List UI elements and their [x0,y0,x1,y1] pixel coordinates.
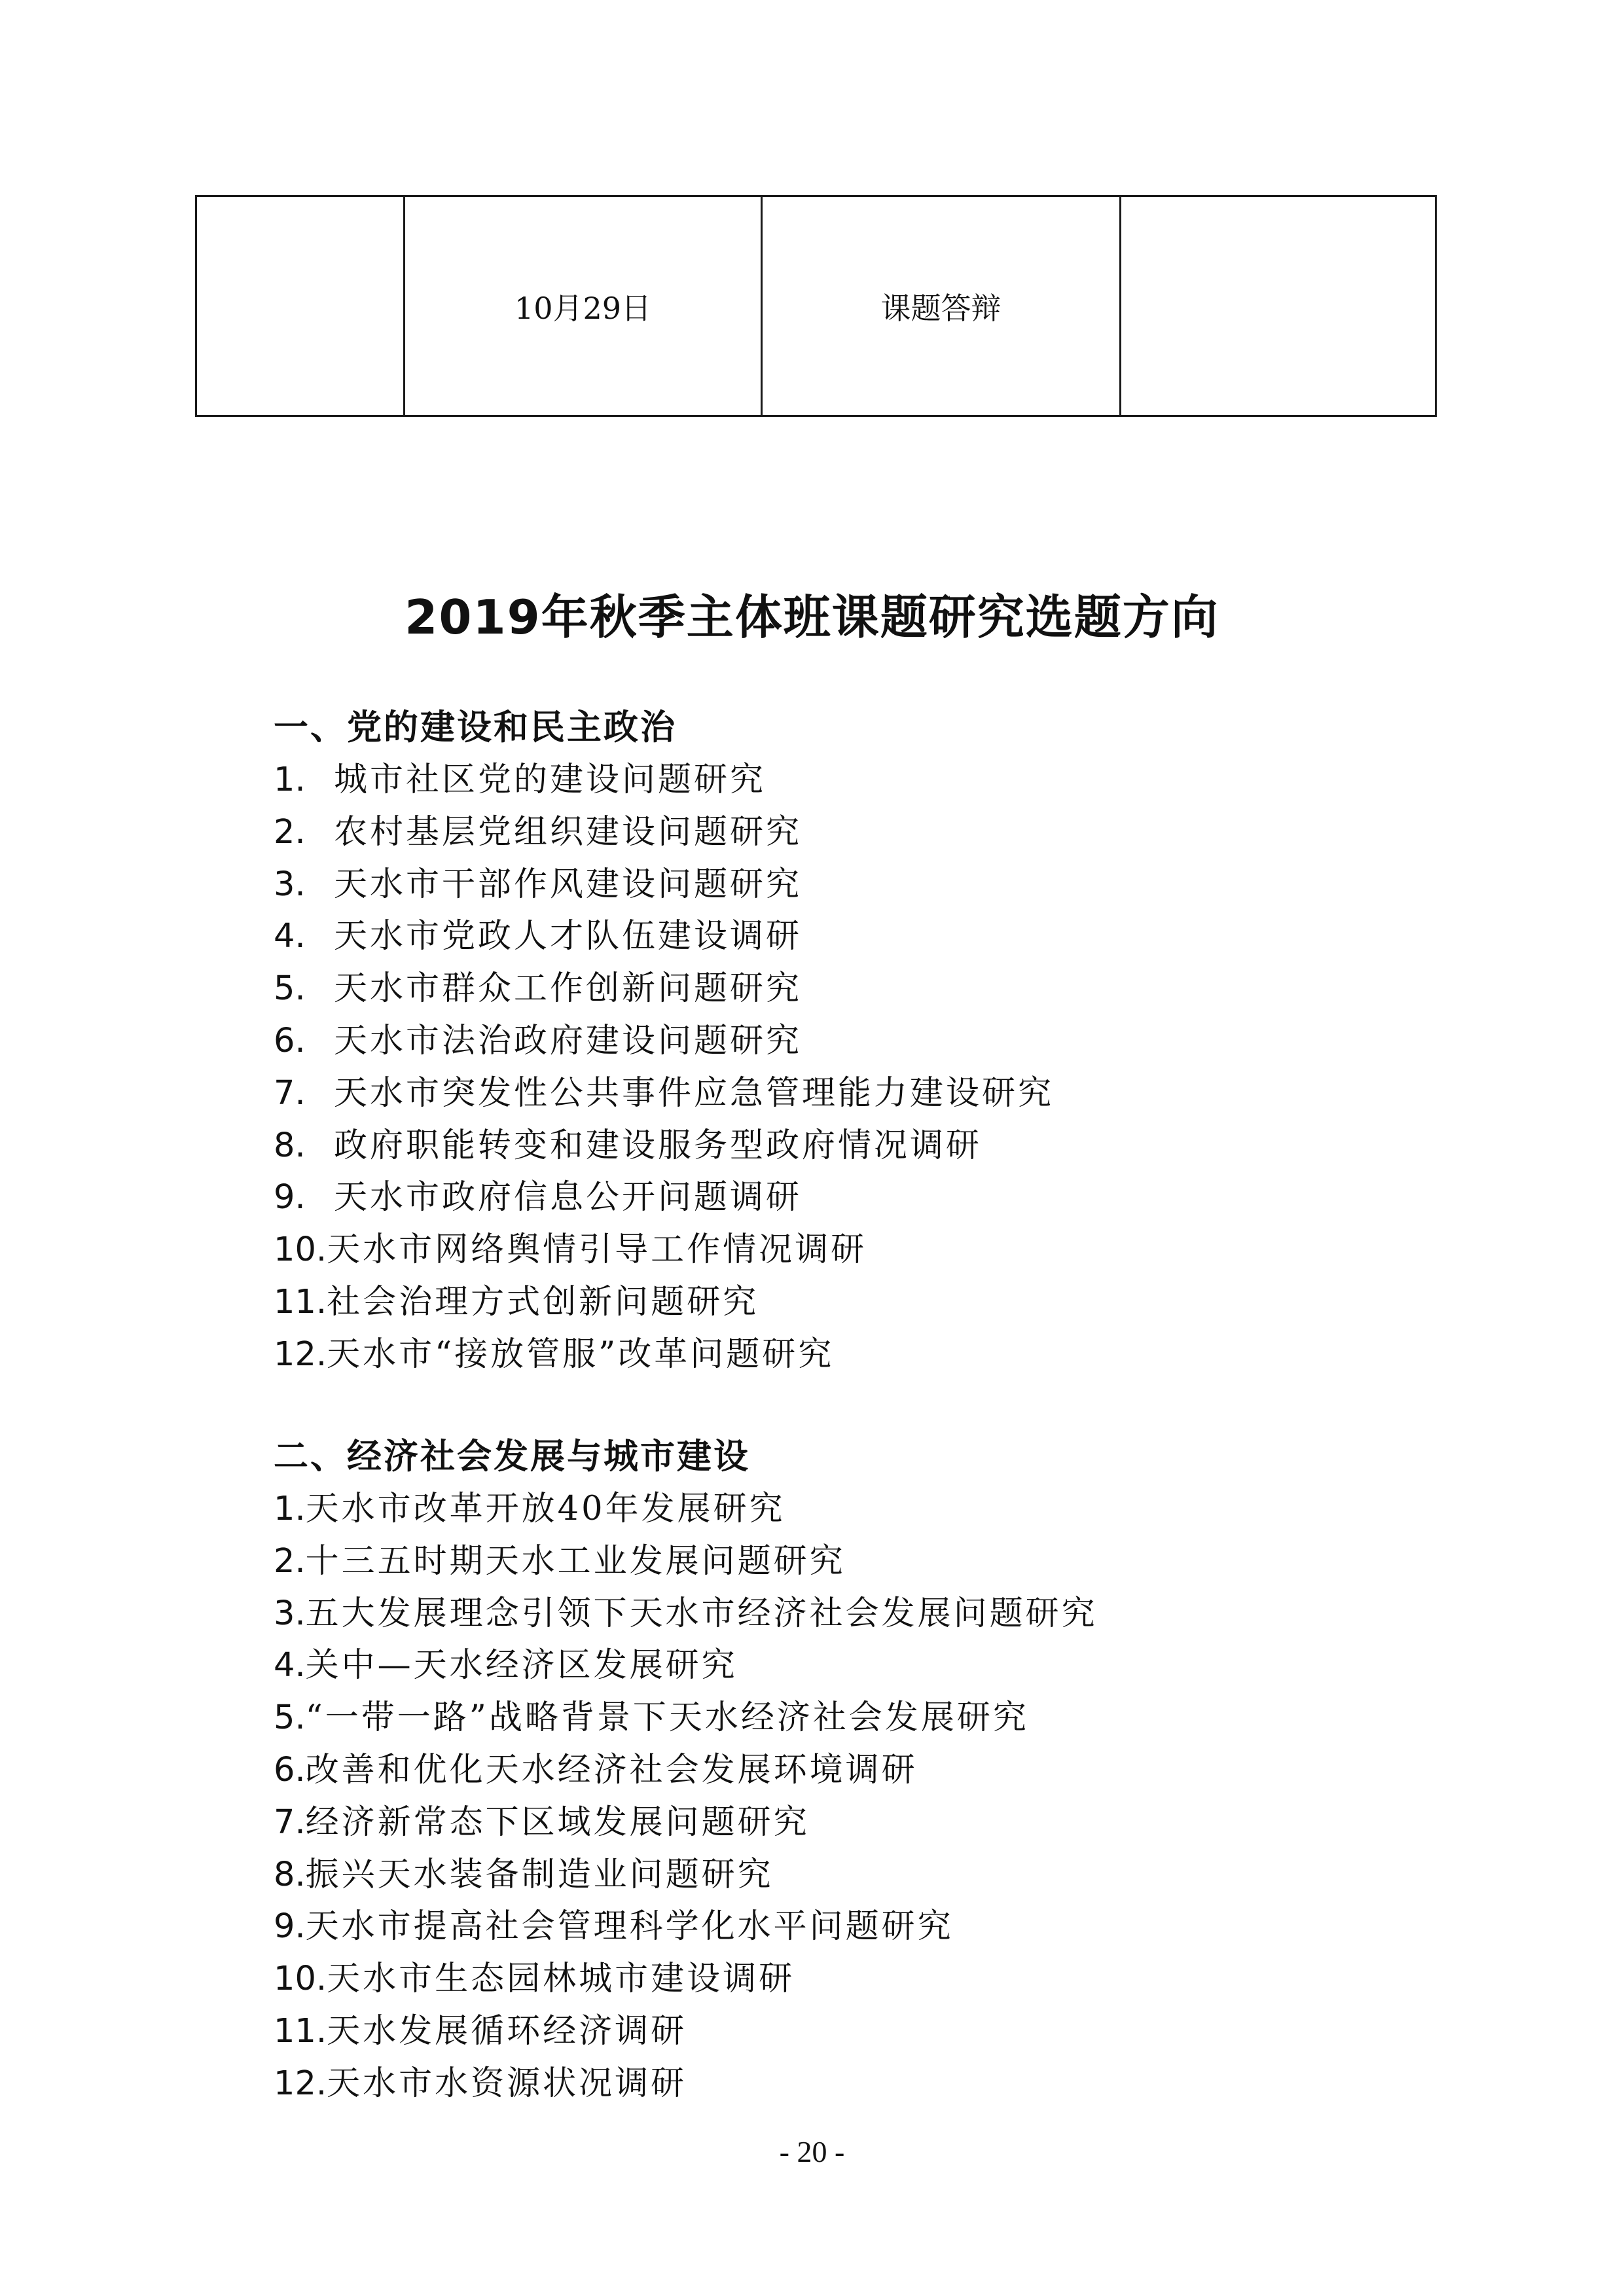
table-cell-date: 10月29日 [405,196,762,416]
item-text: 五大发展理念引领下天水市经济社会发展问题研究 [305,1594,1098,1633]
list-item [274,1483,1517,1535]
list-item [274,1329,1517,1381]
item-text: “一带一路”战略背景下天水经济社会发展研究 [305,1698,1029,1738]
list-item [274,963,1517,1015]
item-number: 7. [274,1803,306,1842]
item-number: 9. [274,1907,306,1946]
item-number: 8. [274,1126,306,1165]
list-item [274,1120,1517,1172]
item-number: 8. [274,1855,306,1894]
item-number: 10. [274,1960,327,1999]
list-item [274,2058,1517,2110]
page-title: 2019年秋季主体班课题研究选题方向 [405,590,1219,645]
list-item [274,2005,1517,2058]
item-text: 农村基层党组织建设问题研究 [334,812,803,852]
item-text: 改善和优化天水经济社会发展环境调研 [305,1750,918,1789]
list-item [274,1744,1517,1797]
item-text: 社会治理方式创新问题研究 [327,1282,759,1321]
item-number: 7. [274,1073,306,1113]
topic-list [274,754,1517,1381]
list-item [274,1640,1517,1692]
item-number: 1. [274,1490,306,1528]
section-heading: 一、党的建设和民主政治 [274,708,677,747]
item-number: 2. [274,1541,306,1581]
item-number: 1. [274,761,306,799]
item-number: 3. [274,865,306,904]
item-number: 4. [274,1646,306,1685]
item-text: 天水市网络舆情引导工作情况调研 [327,1230,867,1270]
list-item [274,859,1517,911]
item-number: 2. [274,812,306,852]
item-number: 4. [274,917,306,956]
list-item [274,1849,1517,1901]
section-heading: 二、经济社会发展与城市建设 [274,1437,750,1477]
list-item [274,754,1517,806]
item-number: 10. [274,1230,327,1270]
list-item [274,910,1517,963]
item-text: 政府职能转变和建设服务型政府情况调研 [334,1126,983,1165]
list-item [274,1276,1517,1329]
item-text: 天水市提高社会管理科学化水平问题研究 [305,1907,954,1946]
list-item [274,1901,1517,1953]
list-item [274,1535,1517,1588]
list-item [274,1015,1517,1067]
item-text: 振兴天水装备制造业问题研究 [305,1855,774,1894]
schedule-table [195,195,1437,417]
item-number: 6. [274,1750,306,1789]
list-item [274,1692,1517,1744]
item-number: 3. [274,1594,306,1633]
item-text: 天水市群众工作创新问题研究 [334,969,803,1009]
table-row [196,196,1436,416]
item-text: 天水市“接放管服”改革问题研究 [327,1335,835,1374]
item-text: 经济新常态下区域发展问题研究 [305,1803,810,1842]
table-cell-empty-left [196,196,405,416]
list-item [274,1953,1517,2005]
item-number: 6. [274,1021,306,1060]
table-cell-empty-right [1121,196,1436,416]
item-text: 天水市党政人才队伍建设调研 [334,917,803,956]
item-text: 关中—天水经济区发展研究 [305,1646,738,1685]
item-number: 5. [274,969,306,1009]
list-item [274,1224,1517,1276]
list-item [274,1588,1517,1640]
item-text: 天水市突发性公共事件应急管理能力建设研究 [334,1073,1055,1113]
item-text: 天水市改革开放40年发展研究 [305,1490,785,1528]
item-text: 天水市干部作风建设问题研究 [334,865,803,904]
item-number: 12. [274,2064,327,2103]
section-party-building [274,702,1517,1381]
item-number: 9. [274,1178,306,1217]
item-number: 12. [274,1335,327,1374]
item-number: 11. [274,1282,327,1321]
item-number: 11. [274,2011,327,2051]
list-item [274,1797,1517,1849]
item-text: 城市社区党的建设问题研究 [334,761,767,799]
list-item [274,1172,1517,1224]
topic-list [274,1483,1517,2110]
list-item [274,806,1517,859]
item-number: 5. [274,1698,306,1738]
item-text: 天水市政府信息公开问题调研 [334,1178,803,1217]
table-cell-activity: 课题答辩 [762,196,1121,416]
item-text: 天水发展循环经济调研 [327,2011,687,2051]
list-item [274,1067,1517,1120]
section-economy-urban [274,1431,1517,2110]
page-number: - 20 - [779,2135,845,2168]
item-text: 天水市法治政府建设问题研究 [334,1021,803,1060]
item-text: 十三五时期天水工业发展问题研究 [305,1541,846,1581]
item-text: 天水市水资源状况调研 [327,2064,687,2103]
item-text: 天水市生态园林城市建设调研 [327,1960,795,1999]
